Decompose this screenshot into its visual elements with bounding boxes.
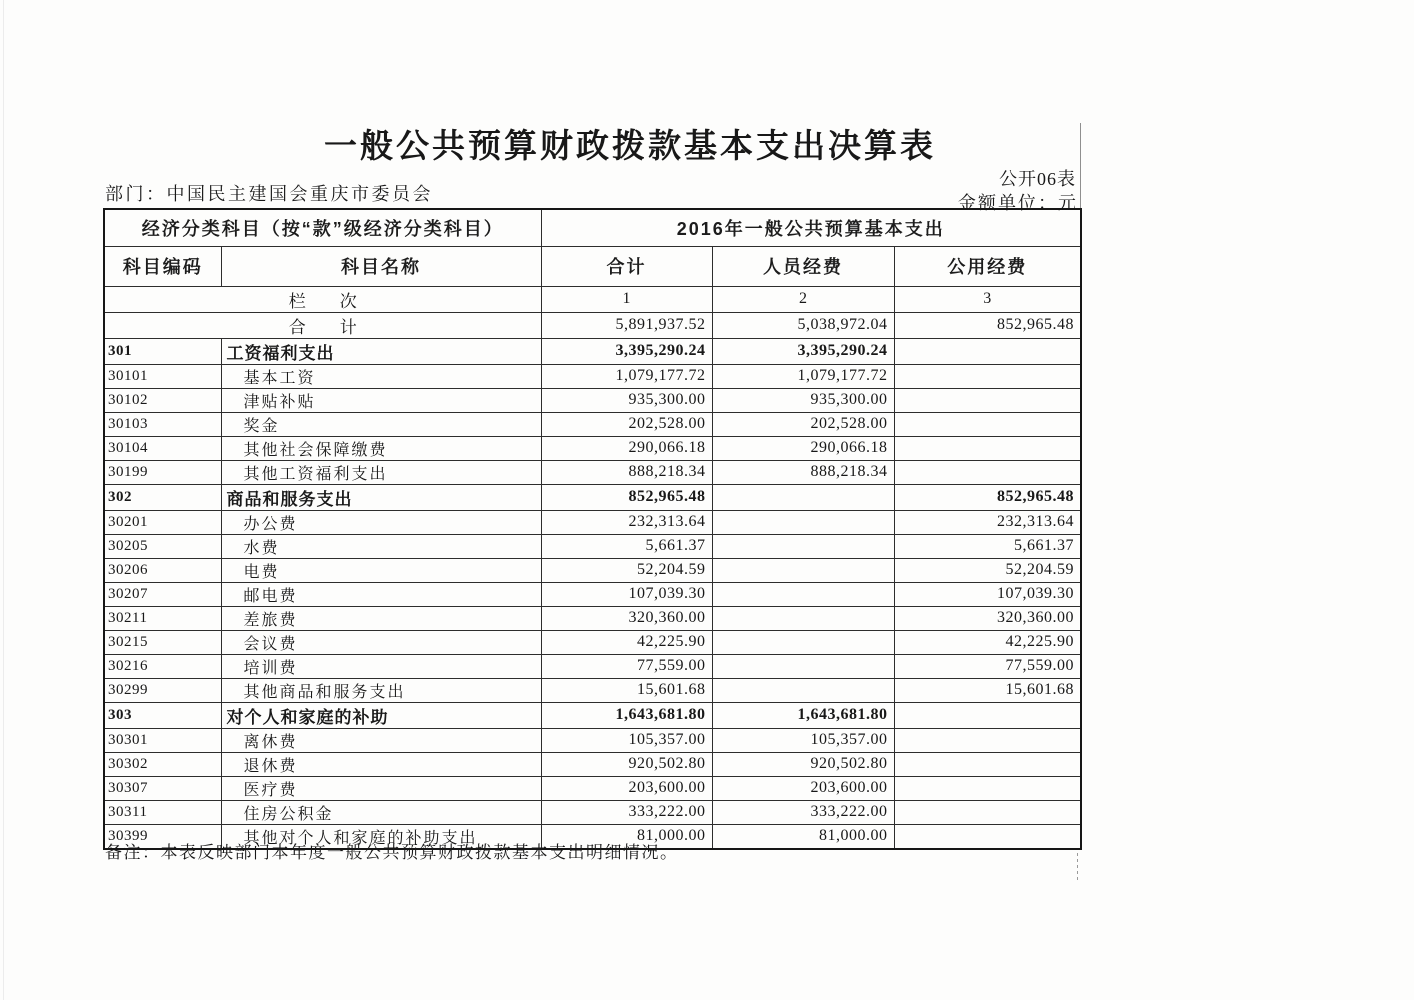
- table-row: [104, 702, 1081, 728]
- row-name: 培训费: [221, 654, 541, 678]
- row-total: 203,600.00: [541, 776, 712, 800]
- grand-total-row: [104, 312, 1081, 338]
- row-total: 935,300.00: [541, 388, 712, 412]
- table-row: [104, 364, 1081, 388]
- row-personnel: [712, 558, 894, 582]
- row-total: 920,502.80: [541, 752, 712, 776]
- row-code: 30103: [104, 412, 221, 436]
- row-total: 105,357.00: [541, 728, 712, 752]
- row-name: 水费: [221, 534, 541, 558]
- row-personnel: 202,528.00: [712, 412, 894, 436]
- row-name: 办公费: [221, 510, 541, 534]
- row-public: [894, 338, 1081, 364]
- row-code: 30101: [104, 364, 221, 388]
- row-code: 30302: [104, 752, 221, 776]
- row-code: 30299: [104, 678, 221, 702]
- column-index-label: 栏 次: [104, 286, 541, 312]
- row-personnel: 105,357.00: [712, 728, 894, 752]
- row-total: 52,204.59: [541, 558, 712, 582]
- table-row: [104, 678, 1081, 702]
- row-personnel: 333,222.00: [712, 800, 894, 824]
- table-row: [104, 558, 1081, 582]
- group-header-budget: 2016年一般公共预算基本支出: [541, 209, 1081, 246]
- grand-total-total: 5,891,937.52: [541, 312, 712, 338]
- col-header-subject-name: 科目名称: [221, 246, 541, 286]
- row-personnel: [712, 654, 894, 678]
- row-name: 电费: [221, 558, 541, 582]
- row-name: 对个人和家庭的补助: [221, 702, 541, 728]
- table-group-header-row: [104, 209, 1081, 246]
- row-public: 5,661.37: [894, 534, 1081, 558]
- row-public: 15,601.68: [894, 678, 1081, 702]
- table-row: [104, 484, 1081, 510]
- scan-fold-line-bottom: [1077, 853, 1078, 882]
- row-code: 30215: [104, 630, 221, 654]
- row-code: 30307: [104, 776, 221, 800]
- row-total: 333,222.00: [541, 800, 712, 824]
- table-row: [104, 510, 1081, 534]
- row-code: 30199: [104, 460, 221, 484]
- row-public: [894, 776, 1081, 800]
- table-row: [104, 752, 1081, 776]
- row-code: 302: [104, 484, 221, 510]
- row-code: 30399: [104, 824, 221, 849]
- row-public: 42,225.90: [894, 630, 1081, 654]
- row-code: 30206: [104, 558, 221, 582]
- row-code: 30311: [104, 800, 221, 824]
- row-code: 30205: [104, 534, 221, 558]
- row-public: 107,039.30: [894, 582, 1081, 606]
- row-total: 320,360.00: [541, 606, 712, 630]
- row-public: [894, 824, 1081, 849]
- row-personnel: [712, 678, 894, 702]
- row-name: 基本工资: [221, 364, 541, 388]
- row-name: 其他商品和服务支出: [221, 678, 541, 702]
- row-public: 77,559.00: [894, 654, 1081, 678]
- expenditure-table: [103, 208, 1082, 850]
- row-code: 303: [104, 702, 221, 728]
- row-total: 77,559.00: [541, 654, 712, 678]
- row-personnel: [712, 582, 894, 606]
- row-personnel: 81,000.00: [712, 824, 894, 849]
- column-index-row: [104, 286, 1081, 312]
- col-header-total: 合计: [541, 246, 712, 286]
- row-total: 888,218.34: [541, 460, 712, 484]
- row-total: 232,313.64: [541, 510, 712, 534]
- row-name: 其他对个人和家庭的补助支出: [221, 824, 541, 849]
- table-row: [104, 412, 1081, 436]
- row-public: 320,360.00: [894, 606, 1081, 630]
- note-line: 备注：本表反映部门本年度一般公共预算财政拨款基本支出明细情况。: [105, 843, 679, 862]
- row-total: 1,643,681.80: [541, 702, 712, 728]
- table-row: [104, 654, 1081, 678]
- col-header-personnel: 人员经费: [712, 246, 894, 286]
- group-header-subject: 经济分类科目（按“款”级经济分类科目）: [104, 209, 541, 246]
- row-total: 107,039.30: [541, 582, 712, 606]
- row-public: [894, 800, 1081, 824]
- row-public: [894, 702, 1081, 728]
- table-row: [104, 800, 1081, 824]
- grand-total-personnel: 5,038,972.04: [712, 312, 894, 338]
- row-name: 其他社会保障缴费: [221, 436, 541, 460]
- table-row: [104, 582, 1081, 606]
- row-personnel: 888,218.34: [712, 460, 894, 484]
- row-name: 会议费: [221, 630, 541, 654]
- col-header-subject-code: 科目编码: [104, 246, 221, 286]
- row-total: 1,079,177.72: [541, 364, 712, 388]
- row-name: 邮电费: [221, 582, 541, 606]
- row-total: 81,000.00: [541, 824, 712, 849]
- row-code: 30104: [104, 436, 221, 460]
- table-body: [104, 338, 1081, 849]
- grand-total-public: 852,965.48: [894, 312, 1081, 338]
- row-total: 202,528.00: [541, 412, 712, 436]
- column-index-2: 2: [712, 286, 894, 312]
- row-name: 离休费: [221, 728, 541, 752]
- row-total: 852,965.48: [541, 484, 712, 510]
- row-personnel: 920,502.80: [712, 752, 894, 776]
- table-row: [104, 436, 1081, 460]
- row-personnel: [712, 510, 894, 534]
- row-code: 30201: [104, 510, 221, 534]
- table-row: [104, 776, 1081, 800]
- form-code-label: 公开06表: [999, 169, 1076, 189]
- row-total: 3,395,290.24: [541, 338, 712, 364]
- row-name: 工资福利支出: [221, 338, 541, 364]
- row-public: [894, 388, 1081, 412]
- row-public: [894, 364, 1081, 388]
- table-row: [104, 630, 1081, 654]
- table-row: [104, 460, 1081, 484]
- amount-unit-label: 金额单位：元: [958, 193, 1078, 213]
- row-code: 30102: [104, 388, 221, 412]
- table-row: [104, 338, 1081, 364]
- department-line: 部门：中国民主建国会重庆市委员会: [105, 184, 433, 204]
- grand-total-label: 合 计: [104, 312, 541, 338]
- row-total: 42,225.90: [541, 630, 712, 654]
- table-column-header-row: [104, 246, 1081, 286]
- row-personnel: [712, 630, 894, 654]
- row-total: 290,066.18: [541, 436, 712, 460]
- row-public: 52,204.59: [894, 558, 1081, 582]
- row-public: [894, 728, 1081, 752]
- table-row: [104, 388, 1081, 412]
- row-name: 商品和服务支出: [221, 484, 541, 510]
- row-code: 301: [104, 338, 221, 364]
- row-personnel: 935,300.00: [712, 388, 894, 412]
- row-personnel: 290,066.18: [712, 436, 894, 460]
- row-name: 住房公积金: [221, 800, 541, 824]
- row-public: [894, 460, 1081, 484]
- row-total: 5,661.37: [541, 534, 712, 558]
- row-name: 奖金: [221, 412, 541, 436]
- row-code: 30207: [104, 582, 221, 606]
- row-name: 其他工资福利支出: [221, 460, 541, 484]
- row-public: 232,313.64: [894, 510, 1081, 534]
- row-personnel: [712, 484, 894, 510]
- col-header-public: 公用经费: [894, 246, 1081, 286]
- column-index-3: 3: [894, 286, 1081, 312]
- row-name: 退休费: [221, 752, 541, 776]
- row-personnel: 1,643,681.80: [712, 702, 894, 728]
- row-public: [894, 436, 1081, 460]
- row-personnel: 1,079,177.72: [712, 364, 894, 388]
- row-public: [894, 752, 1081, 776]
- row-name: 差旅费: [221, 606, 541, 630]
- row-public: [894, 412, 1081, 436]
- row-name: 津贴补贴: [221, 388, 541, 412]
- row-personnel: 3,395,290.24: [712, 338, 894, 364]
- table-row: [104, 606, 1081, 630]
- row-personnel: 203,600.00: [712, 776, 894, 800]
- row-name: 医疗费: [221, 776, 541, 800]
- row-personnel: [712, 534, 894, 558]
- scan-left-edge-line: [3, 0, 4, 1000]
- row-public: 852,965.48: [894, 484, 1081, 510]
- column-index-1: 1: [541, 286, 712, 312]
- table-row: [104, 534, 1081, 558]
- table-row: [104, 728, 1081, 752]
- row-code: 30211: [104, 606, 221, 630]
- row-total: 15,601.68: [541, 678, 712, 702]
- page-title: 一般公共预算财政拨款基本支出决算表: [324, 129, 936, 165]
- row-code: 30216: [104, 654, 221, 678]
- row-personnel: [712, 606, 894, 630]
- row-code: 30301: [104, 728, 221, 752]
